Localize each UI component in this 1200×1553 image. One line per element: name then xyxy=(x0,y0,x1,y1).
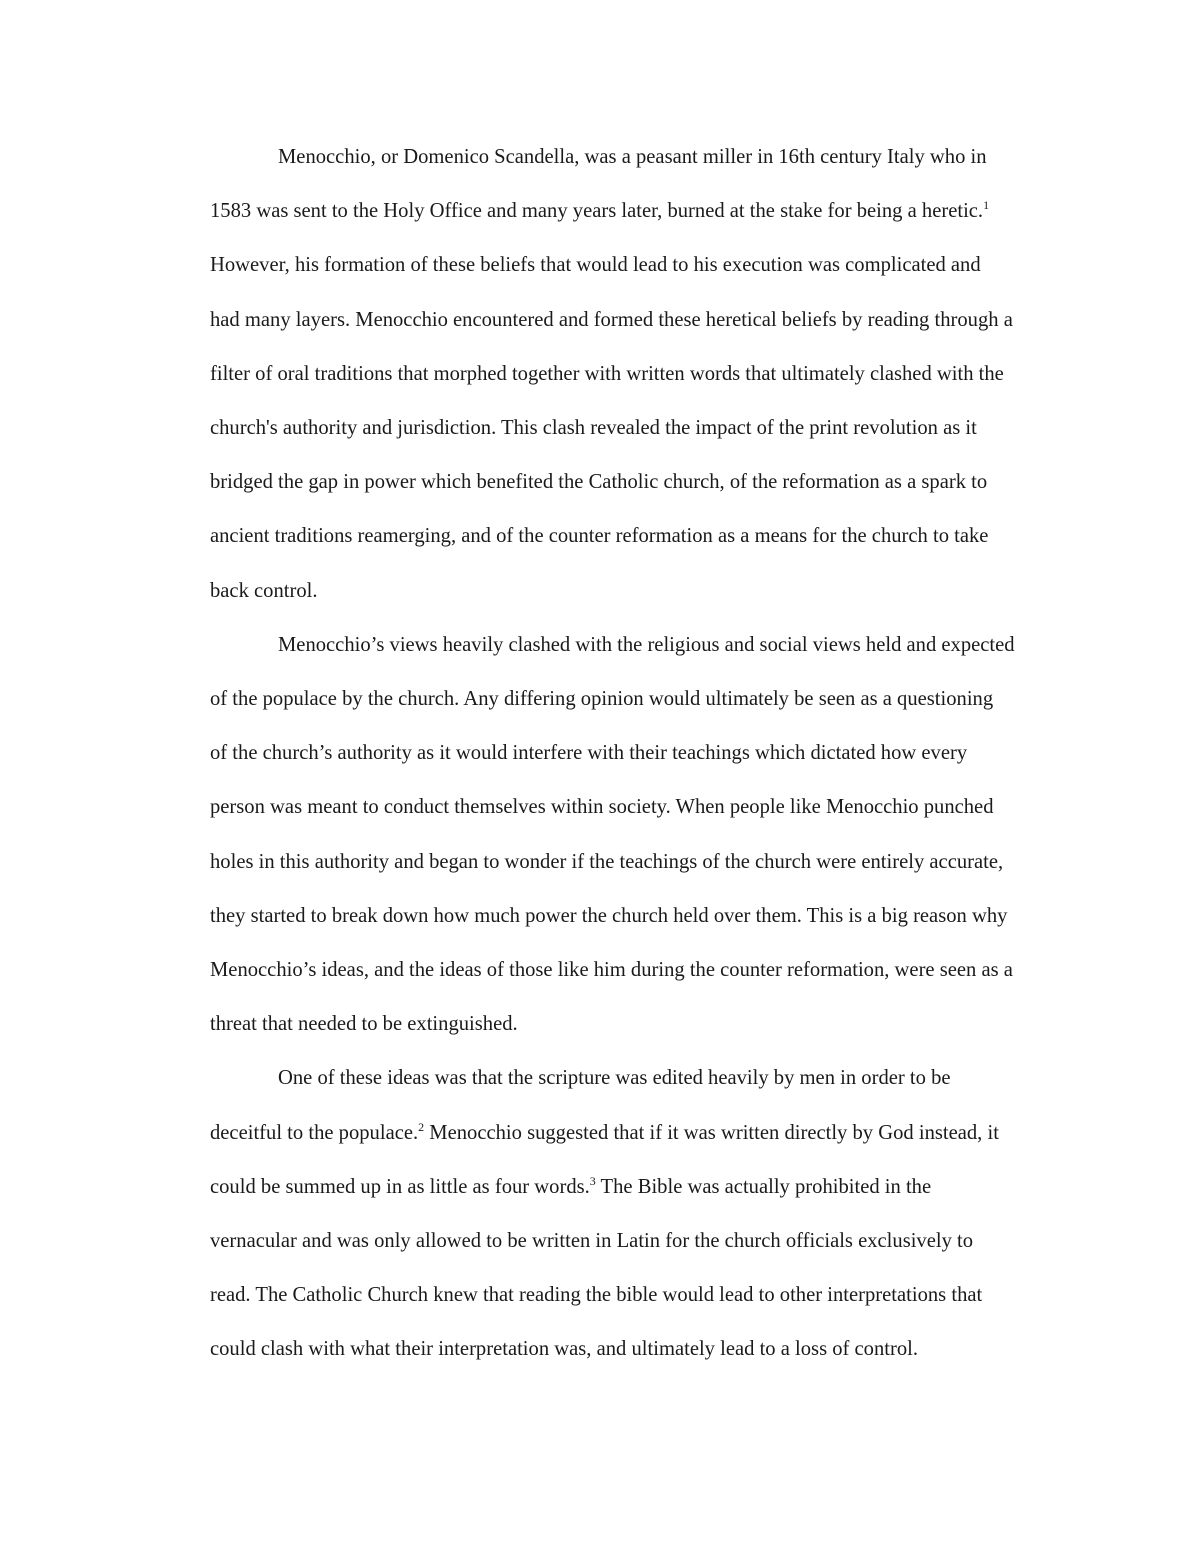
paragraph-text: could be summed up in as little as four words. xyxy=(210,1175,590,1198)
paragraph-2 xyxy=(142,618,1062,1052)
paragraph-line: of the church’s authority as it would interfere with their teachings which dictated how every xyxy=(210,742,968,765)
paragraph-line: of the populace by the church. Any differing opinion would ultimately be seen as a questioning xyxy=(210,688,994,711)
paragraph-line: back control. xyxy=(210,579,318,602)
paragraph-text: 1583 was sent to the Holy Office and many years later, burned at the stake for being a heretic. xyxy=(210,200,984,223)
paragraph-line: However, his formation of these beliefs that would lead to his execution was complicated and xyxy=(210,254,981,277)
paragraph-line: ancient traditions reamerging, and of the counter reformation as a means for the church to take xyxy=(210,525,989,548)
footnote-ref: 2 xyxy=(418,1119,425,1134)
paragraph-line: One of these ideas was that the scripture was edited heavily by men in order to be xyxy=(278,1067,951,1090)
footnote-ref: 3 xyxy=(589,1173,596,1188)
paragraph-line: read. The Catholic Church knew that reading the bible would lead to other interpretations that xyxy=(210,1284,983,1307)
paragraph-line: Menocchio, or Domenico Scandella, was a peasant miller in 16th century Italy who in xyxy=(278,146,987,168)
paragraph-1 xyxy=(142,130,1062,618)
paragraph-text: deceitful to the populace. xyxy=(210,1121,419,1144)
paragraph-line: could clash with what their interpretation was, and ultimately lead to a loss of control. xyxy=(210,1338,919,1361)
paragraph-line xyxy=(142,1106,1062,1160)
paragraph-line: church's authority and jurisdiction. This clash revealed the impact of the print revolution as it xyxy=(210,417,977,440)
paragraph-text: The Bible was actually prohibited in the xyxy=(595,1175,932,1198)
paragraph-line xyxy=(142,184,1062,238)
paragraph-line: vernacular and was only allowed to be written in Latin for the church officials exclusively to xyxy=(210,1230,974,1253)
paragraph-text: Menocchio suggested that if it was written directly by God instead, it xyxy=(424,1121,999,1144)
paragraph-line: they started to break down how much power the church held over them. This is a big reason why xyxy=(210,904,1008,927)
paragraph-line xyxy=(142,1160,1062,1214)
paragraph-line: bridged the gap in power which benefited the Catholic church, of the reformation as a spark to xyxy=(210,471,988,494)
document-body xyxy=(142,130,1062,1377)
paragraph-line: holes in this authority and began to wonder if the teachings of the church were entirely accurate, xyxy=(210,850,1004,873)
footnote-ref: 1 xyxy=(983,198,990,213)
paragraph-line: person was meant to conduct themselves within society. When people like Menocchio punched xyxy=(210,796,994,819)
paragraph-line: threat that needed to be extinguished. xyxy=(210,1013,518,1036)
paragraph-line: Menocchio’s ideas, and the ideas of those like him during the counter reformation, were seen as a xyxy=(210,959,1013,982)
paragraph-line: Menocchio’s views heavily clashed with the religious and social views held and expected xyxy=(278,633,1015,656)
paragraph-line: had many layers. Menocchio encountered and formed these heretical beliefs by reading through a xyxy=(210,308,1013,331)
paragraph-line: filter of oral traditions that morphed together with written words that ultimately clashed with the xyxy=(210,362,1004,385)
paragraph-3 xyxy=(142,1051,1062,1376)
